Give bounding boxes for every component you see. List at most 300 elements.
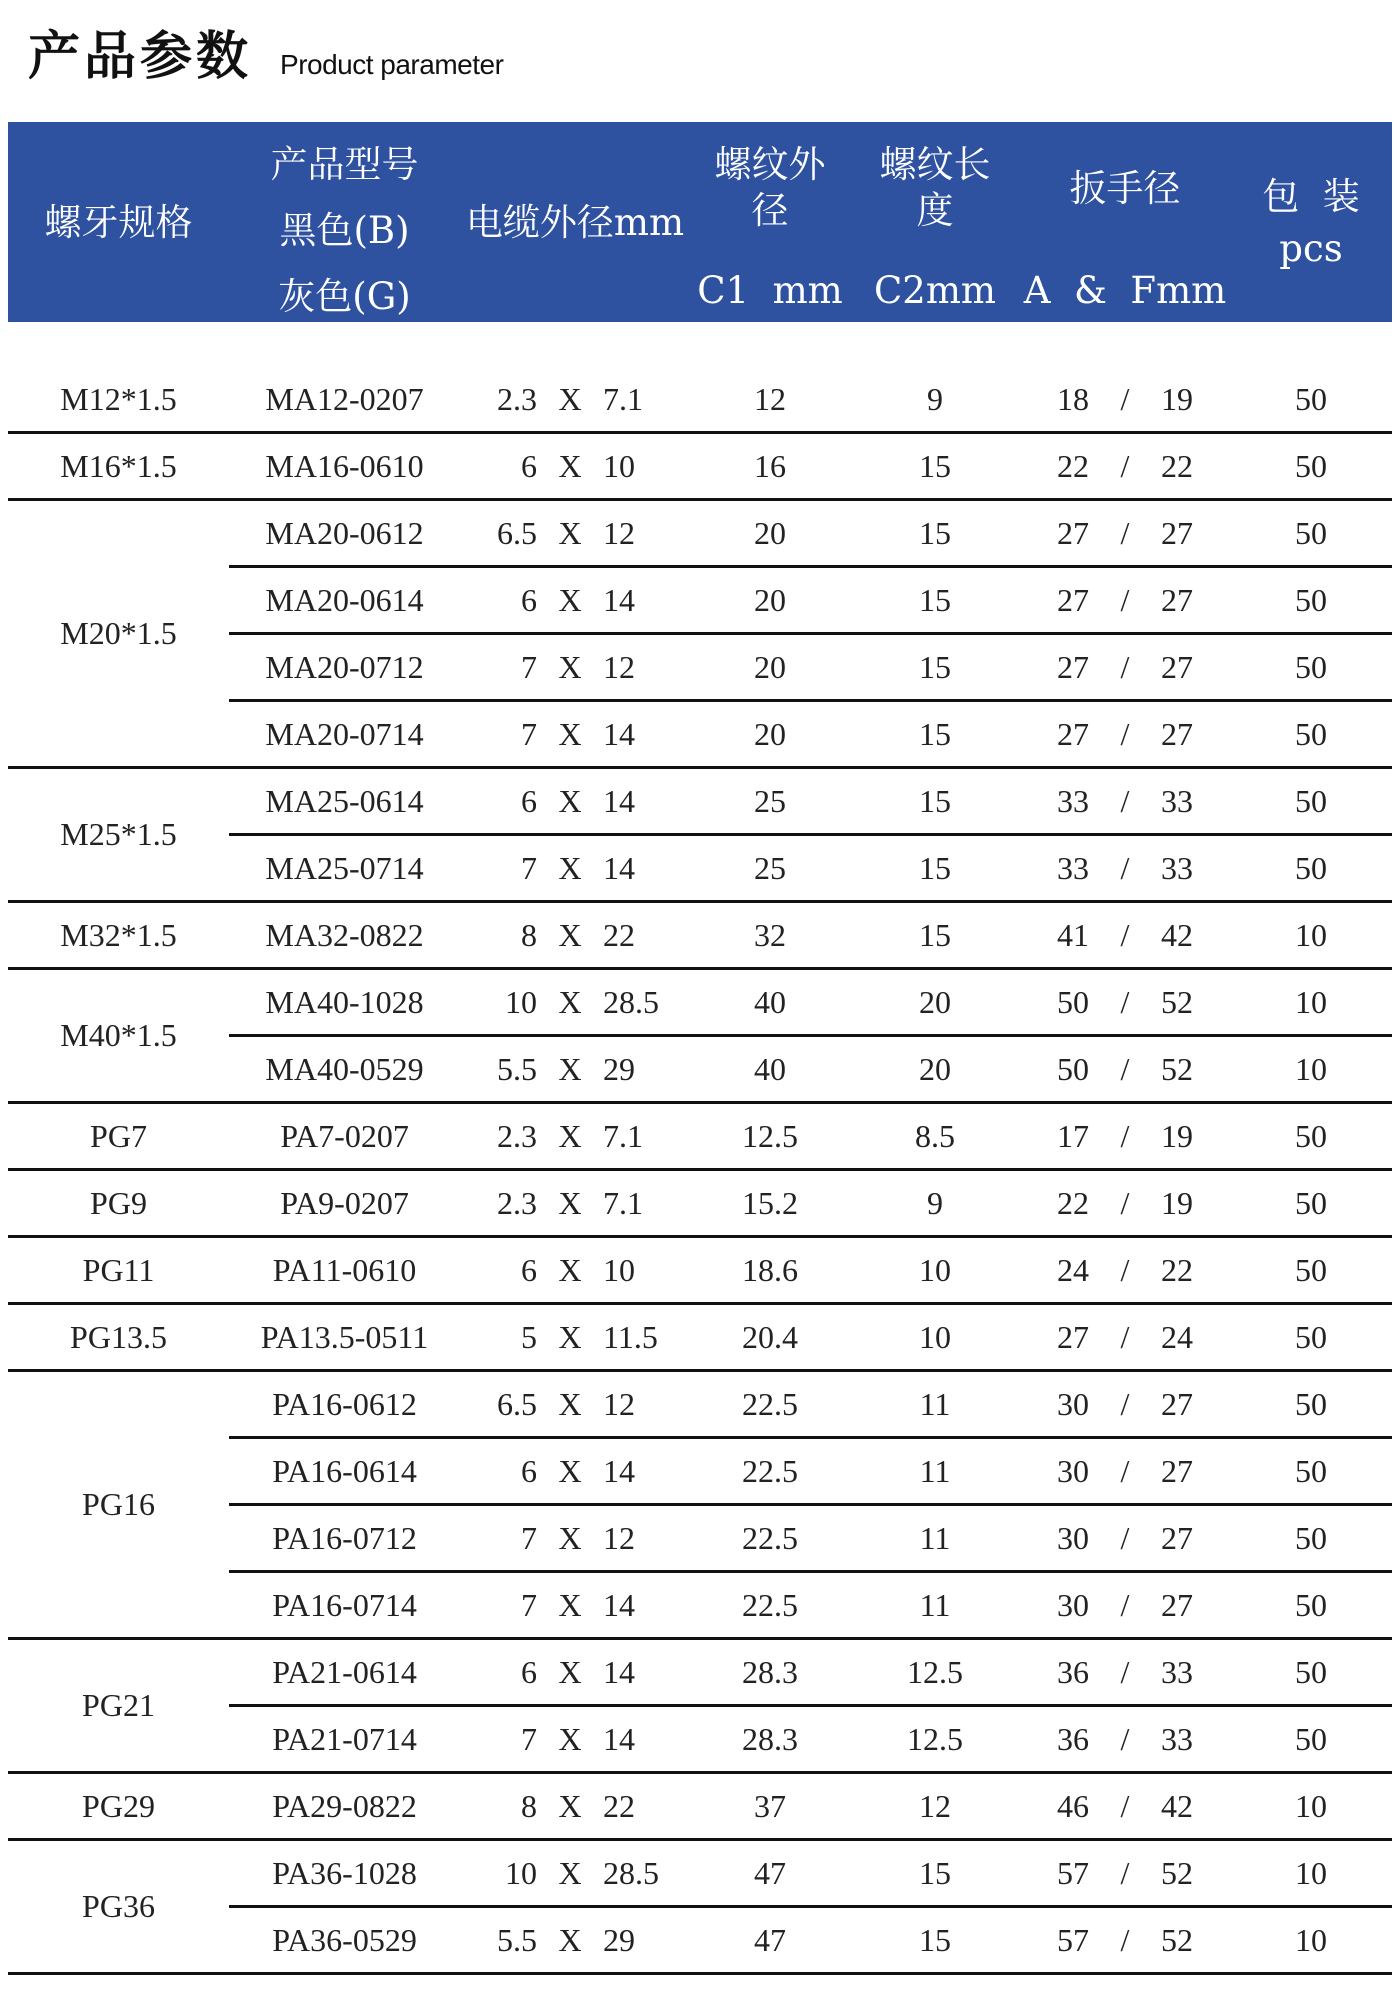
wrench-pair — [1020, 515, 1230, 552]
model-number: MA12-0207 — [229, 367, 460, 433]
package-qty: 50 — [1230, 634, 1392, 701]
wrench-f: 52 — [1161, 983, 1193, 1020]
cable-separator: X — [558, 514, 582, 551]
wrench-pair — [1020, 1252, 1230, 1289]
wrench-pair — [1020, 1654, 1230, 1691]
wrench-a: 30 — [1057, 1452, 1089, 1489]
table-row — [8, 367, 1392, 433]
thread-length: 11 — [850, 1438, 1020, 1505]
wrench-f: 33 — [1161, 782, 1193, 819]
cable-separator: X — [558, 1787, 582, 1824]
wrench-f: 22 — [1161, 1251, 1193, 1288]
thread-length: 15 — [850, 634, 1020, 701]
cable-max: 14 — [603, 1720, 635, 1757]
wrench-separator: / — [1120, 1720, 1130, 1757]
thread-length: 11 — [850, 1371, 1020, 1438]
cable-separator: X — [558, 1586, 582, 1623]
cable-separator: X — [558, 1854, 582, 1891]
wrench-pair — [1020, 716, 1230, 753]
thread-outer-diameter: 40 — [690, 969, 850, 1036]
thread-length: 15 — [850, 835, 1020, 902]
cable-min: 7 — [521, 1720, 537, 1757]
cable-separator: X — [558, 715, 582, 752]
thread-spec: PG13.5 — [8, 1304, 229, 1371]
wrench-f: 27 — [1161, 1519, 1193, 1556]
wrench-f: 27 — [1161, 1452, 1193, 1489]
wrench-pair — [1020, 448, 1230, 485]
wrench-size — [1020, 500, 1230, 567]
wrench-a: 50 — [1057, 983, 1089, 1020]
wrench-separator: / — [1120, 1921, 1130, 1958]
wrench-pair — [1020, 850, 1230, 887]
model-number: PA29-0822 — [229, 1773, 460, 1840]
wrench-f: 52 — [1161, 1921, 1193, 1958]
cable-separator: X — [558, 1519, 582, 1556]
cable-max: 14 — [603, 1653, 635, 1690]
cable-min: 7 — [521, 1519, 537, 1556]
model-number: PA16-0614 — [229, 1438, 460, 1505]
thread-spec: PG9 — [8, 1170, 229, 1237]
cable-max: 12 — [603, 514, 635, 551]
wrench-f: 19 — [1161, 380, 1193, 417]
thread-outer-diameter: 20 — [690, 500, 850, 567]
header-c1-line1: 螺纹外 — [714, 143, 826, 186]
header-c1 — [690, 142, 850, 235]
thread-length: 11 — [850, 1505, 1020, 1572]
model-number: PA13.5-0511 — [229, 1304, 460, 1371]
thread-length: 15 — [850, 768, 1020, 835]
thread-length: 11 — [850, 1572, 1020, 1639]
cable-max: 29 — [603, 1921, 635, 1958]
cable-diameter — [460, 1706, 690, 1773]
cable-diameter — [460, 768, 690, 835]
model-number: PA11-0610 — [229, 1237, 460, 1304]
wrench-f: 27 — [1161, 648, 1193, 685]
wrench-pair — [1020, 917, 1230, 954]
cable-range — [460, 1788, 690, 1825]
cable-min: 6 — [521, 447, 537, 484]
table-row — [8, 1371, 1392, 1438]
header-c2-line2: 度 — [916, 189, 954, 233]
model-number: MA25-0614 — [229, 768, 460, 835]
cable-range — [460, 1185, 690, 1222]
wrench-a: 33 — [1057, 849, 1089, 886]
cable-range — [460, 716, 690, 753]
thread-outer-diameter: 12 — [690, 367, 850, 433]
wrench-a: 33 — [1057, 782, 1089, 819]
thread-spec: M32*1.5 — [8, 902, 229, 969]
package-qty: 50 — [1230, 835, 1392, 902]
model-number: MA20-0714 — [229, 701, 460, 768]
thread-length: 15 — [850, 500, 1020, 567]
cable-range — [460, 1453, 690, 1490]
thread-outer-diameter: 22.5 — [690, 1371, 850, 1438]
cable-max: 12 — [603, 1519, 635, 1556]
table-row — [8, 1304, 1392, 1371]
cable-separator: X — [558, 983, 582, 1020]
table-row — [8, 433, 1392, 500]
wrench-pair — [1020, 1922, 1230, 1959]
wrench-a: 17 — [1057, 1117, 1089, 1154]
wrench-pair — [1020, 381, 1230, 418]
thread-length: 20 — [850, 1036, 1020, 1103]
cable-max: 14 — [603, 782, 635, 819]
cable-max: 28.5 — [603, 1854, 659, 1891]
cable-separator: X — [558, 1251, 582, 1288]
thread-spec: PG36 — [8, 1840, 229, 1974]
thread-outer-diameter: 40 — [690, 1036, 850, 1103]
wrench-pair — [1020, 1319, 1230, 1356]
wrench-a: 46 — [1057, 1787, 1089, 1824]
wrench-size — [1020, 367, 1230, 433]
wrench-f: 52 — [1161, 1050, 1193, 1087]
package-qty: 50 — [1230, 1103, 1392, 1170]
thread-length: 10 — [850, 1304, 1020, 1371]
model-number: MA16-0610 — [229, 433, 460, 500]
wrench-separator: / — [1120, 1519, 1130, 1556]
table-row — [8, 1170, 1392, 1237]
wrench-separator: / — [1120, 1117, 1130, 1154]
cable-range — [460, 1654, 690, 1691]
cable-min: 6.5 — [497, 514, 537, 551]
header-model-line: 产品型号 — [270, 143, 419, 186]
package-qty: 50 — [1230, 1304, 1392, 1371]
cable-min: 10 — [505, 983, 537, 1020]
cable-separator: X — [558, 1385, 582, 1422]
wrench-a: 41 — [1057, 916, 1089, 953]
model-number: MA40-0529 — [229, 1036, 460, 1103]
wrench-a: 36 — [1057, 1720, 1089, 1757]
header-wrench: 扳手径 — [1069, 167, 1181, 210]
page-title — [28, 14, 503, 89]
cable-min: 6 — [521, 1251, 537, 1288]
cable-range — [460, 1520, 690, 1557]
header-model-gray: 灰色(G) — [278, 275, 411, 318]
header-c2 — [850, 142, 1020, 235]
header-model-black: 黑色(B) — [279, 209, 410, 252]
cable-min: 2.3 — [497, 1117, 537, 1154]
cable-separator: X — [558, 782, 582, 819]
cable-max: 14 — [603, 1452, 635, 1489]
wrench-a: 50 — [1057, 1050, 1089, 1087]
wrench-pair — [1020, 984, 1230, 1021]
cable-diameter — [460, 1103, 690, 1170]
model-number: MA20-0612 — [229, 500, 460, 567]
thread-spec: PG11 — [8, 1237, 229, 1304]
model-number: MA20-0614 — [229, 567, 460, 634]
cable-min: 7 — [521, 1586, 537, 1623]
cable-diameter — [460, 1304, 690, 1371]
package-qty: 10 — [1230, 1907, 1392, 1974]
wrench-separator: / — [1120, 1050, 1130, 1087]
wrench-size — [1020, 1304, 1230, 1371]
cable-range — [460, 1922, 690, 1959]
wrench-separator: / — [1120, 1452, 1130, 1489]
cable-range — [460, 984, 690, 1021]
wrench-a: 57 — [1057, 1921, 1089, 1958]
wrench-pair — [1020, 1453, 1230, 1490]
model-number: MA25-0714 — [229, 835, 460, 902]
cable-separator: X — [558, 1117, 582, 1154]
package-qty: 50 — [1230, 1639, 1392, 1706]
header-pack-unit: pcs — [1279, 227, 1343, 270]
cable-range — [460, 1721, 690, 1758]
wrench-a: 30 — [1057, 1385, 1089, 1422]
cable-diameter — [460, 1572, 690, 1639]
cable-range — [460, 850, 690, 887]
thread-length: 10 — [850, 1237, 1020, 1304]
thread-spec: PG21 — [8, 1639, 229, 1773]
cable-range — [460, 783, 690, 820]
table-row — [8, 768, 1392, 835]
thread-outer-diameter: 28.3 — [690, 1706, 850, 1773]
cable-max: 12 — [603, 648, 635, 685]
cable-separator: X — [558, 1452, 582, 1489]
wrench-f: 42 — [1161, 1787, 1193, 1824]
package-qty: 50 — [1230, 367, 1392, 433]
wrench-f: 33 — [1161, 849, 1193, 886]
cable-max: 22 — [603, 916, 635, 953]
header-spec: 螺牙规格 — [44, 201, 193, 244]
cable-separator: X — [558, 447, 582, 484]
cable-diameter — [460, 1639, 690, 1706]
thread-outer-diameter: 20.4 — [690, 1304, 850, 1371]
wrench-size — [1020, 1773, 1230, 1840]
cable-max: 14 — [603, 715, 635, 752]
wrench-f: 27 — [1161, 581, 1193, 618]
wrench-a: 27 — [1057, 715, 1089, 752]
wrench-f: 33 — [1161, 1653, 1193, 1690]
wrench-size — [1020, 902, 1230, 969]
cable-max: 7.1 — [603, 1184, 643, 1221]
thread-length: 15 — [850, 1840, 1020, 1907]
wrench-a: 27 — [1057, 648, 1089, 685]
model-number: MA40-1028 — [229, 969, 460, 1036]
cable-min: 6 — [521, 581, 537, 618]
title-zh: 产品参数 — [28, 27, 253, 87]
wrench-a: 27 — [1057, 514, 1089, 551]
package-qty: 50 — [1230, 1706, 1392, 1773]
cable-range — [460, 1319, 690, 1356]
cable-min: 8 — [521, 916, 537, 953]
table-row — [8, 1639, 1392, 1706]
wrench-a: 22 — [1057, 1184, 1089, 1221]
wrench-size — [1020, 567, 1230, 634]
thread-outer-diameter: 20 — [690, 701, 850, 768]
wrench-separator: / — [1120, 849, 1130, 886]
cable-diameter — [460, 1438, 690, 1505]
wrench-separator: / — [1120, 983, 1130, 1020]
model-number: PA16-0712 — [229, 1505, 460, 1572]
wrench-a: 18 — [1057, 380, 1089, 417]
cable-min: 7 — [521, 715, 537, 752]
cable-max: 14 — [603, 581, 635, 618]
cable-range — [460, 515, 690, 552]
thread-spec: PG16 — [8, 1371, 229, 1639]
wrench-separator: / — [1120, 514, 1130, 551]
cable-max: 22 — [603, 1787, 635, 1824]
package-qty: 50 — [1230, 1237, 1392, 1304]
cable-max: 14 — [603, 1586, 635, 1623]
cable-min: 6 — [521, 1653, 537, 1690]
cable-max: 12 — [603, 1385, 635, 1422]
thread-outer-diameter: 47 — [690, 1907, 850, 1974]
wrench-separator: / — [1120, 1854, 1130, 1891]
wrench-separator: / — [1120, 916, 1130, 953]
thread-length: 12 — [850, 1773, 1020, 1840]
cable-separator: X — [558, 1318, 582, 1355]
product-table — [8, 367, 1392, 1975]
cable-range — [460, 1386, 690, 1423]
model-number: PA36-1028 — [229, 1840, 460, 1907]
cable-diameter — [460, 634, 690, 701]
wrench-f: 33 — [1161, 1720, 1193, 1757]
cable-min: 10 — [505, 1854, 537, 1891]
wrench-separator: / — [1120, 1184, 1130, 1221]
wrench-separator: / — [1120, 1385, 1130, 1422]
package-qty: 50 — [1230, 433, 1392, 500]
cable-separator: X — [558, 1720, 582, 1757]
cable-separator: X — [558, 849, 582, 886]
cable-range — [460, 448, 690, 485]
cable-separator: X — [558, 916, 582, 953]
thread-outer-diameter: 28.3 — [690, 1639, 850, 1706]
wrench-size — [1020, 1639, 1230, 1706]
title-en: Product parameter — [280, 49, 504, 80]
wrench-f: 22 — [1161, 447, 1193, 484]
model-number: PA21-0714 — [229, 1706, 460, 1773]
thread-outer-diameter: 22.5 — [690, 1572, 850, 1639]
cable-min: 6.5 — [497, 1385, 537, 1422]
thread-outer-diameter: 20 — [690, 567, 850, 634]
wrench-f: 19 — [1161, 1117, 1193, 1154]
cable-max: 7.1 — [603, 380, 643, 417]
wrench-separator: / — [1120, 380, 1130, 417]
package-qty: 50 — [1230, 1438, 1392, 1505]
wrench-size — [1020, 701, 1230, 768]
wrench-pair — [1020, 1587, 1230, 1624]
cable-min: 7 — [521, 849, 537, 886]
wrench-f: 19 — [1161, 1184, 1193, 1221]
wrench-a: 30 — [1057, 1519, 1089, 1556]
wrench-pair — [1020, 1721, 1230, 1758]
header-wrench-unit: A & Fmm — [1023, 269, 1227, 312]
wrench-f: 27 — [1161, 1385, 1193, 1422]
wrench-size — [1020, 1505, 1230, 1572]
table-row — [8, 1840, 1392, 1907]
package-qty: 10 — [1230, 1840, 1392, 1907]
thread-length: 15 — [850, 433, 1020, 500]
wrench-f: 52 — [1161, 1854, 1193, 1891]
package-qty: 50 — [1230, 701, 1392, 768]
table-row — [8, 1237, 1392, 1304]
cable-separator: X — [558, 1050, 582, 1087]
cable-min: 5.5 — [497, 1050, 537, 1087]
wrench-separator: / — [1120, 648, 1130, 685]
thread-outer-diameter: 20 — [690, 634, 850, 701]
wrench-a: 22 — [1057, 447, 1089, 484]
wrench-pair — [1020, 1185, 1230, 1222]
thread-length: 12.5 — [850, 1639, 1020, 1706]
package-qty: 50 — [1230, 1572, 1392, 1639]
cable-range — [460, 582, 690, 619]
cable-range — [460, 1252, 690, 1289]
thread-outer-diameter: 47 — [690, 1840, 850, 1907]
cable-min: 2.3 — [497, 380, 537, 417]
package-qty: 10 — [1230, 1773, 1392, 1840]
table-header — [8, 122, 1392, 322]
cable-separator: X — [558, 1653, 582, 1690]
wrench-pair — [1020, 1386, 1230, 1423]
thread-length: 15 — [850, 567, 1020, 634]
thread-length: 9 — [850, 367, 1020, 433]
table-row — [8, 969, 1392, 1036]
thread-outer-diameter: 15.2 — [690, 1170, 850, 1237]
model-number: PA7-0207 — [229, 1103, 460, 1170]
header-c1-line2: 径 — [751, 189, 789, 233]
cable-diameter — [460, 1036, 690, 1103]
cable-diameter — [460, 701, 690, 768]
cable-diameter — [460, 567, 690, 634]
thread-outer-diameter: 25 — [690, 835, 850, 902]
thread-length: 15 — [850, 902, 1020, 969]
wrench-pair — [1020, 582, 1230, 619]
cable-range — [460, 381, 690, 418]
wrench-separator: / — [1120, 715, 1130, 752]
wrench-f: 27 — [1161, 514, 1193, 551]
wrench-a: 30 — [1057, 1586, 1089, 1623]
package-qty: 50 — [1230, 1371, 1392, 1438]
cable-max: 14 — [603, 849, 635, 886]
wrench-size — [1020, 768, 1230, 835]
thread-outer-diameter: 37 — [690, 1773, 850, 1840]
cable-min: 6 — [521, 1452, 537, 1489]
wrench-size — [1020, 1237, 1230, 1304]
header-pack: 包 装 — [1262, 175, 1360, 218]
package-qty: 50 — [1230, 567, 1392, 634]
wrench-size — [1020, 1036, 1230, 1103]
wrench-size — [1020, 1840, 1230, 1907]
wrench-a: 57 — [1057, 1854, 1089, 1891]
model-number: MA20-0712 — [229, 634, 460, 701]
header-c1-unit: C1 mm — [697, 269, 843, 312]
thread-length: 15 — [850, 701, 1020, 768]
model-number: PA36-0529 — [229, 1907, 460, 1974]
model-number: PA9-0207 — [229, 1170, 460, 1237]
cable-min: 5.5 — [497, 1921, 537, 1958]
cable-max: 10 — [603, 447, 635, 484]
wrench-pair — [1020, 1051, 1230, 1088]
wrench-size — [1020, 1572, 1230, 1639]
wrench-size — [1020, 1371, 1230, 1438]
thread-spec: M16*1.5 — [8, 433, 229, 500]
wrench-size — [1020, 1103, 1230, 1170]
thread-outer-diameter: 32 — [690, 902, 850, 969]
model-number: PA16-0612 — [229, 1371, 460, 1438]
thread-spec: M25*1.5 — [8, 768, 229, 902]
cable-diameter — [460, 367, 690, 433]
thread-spec: M40*1.5 — [8, 969, 229, 1103]
wrench-pair — [1020, 783, 1230, 820]
wrench-separator: / — [1120, 1251, 1130, 1288]
cable-min: 2.3 — [497, 1184, 537, 1221]
wrench-f: 42 — [1161, 916, 1193, 953]
thread-outer-diameter: 22.5 — [690, 1505, 850, 1572]
wrench-separator: / — [1120, 1318, 1130, 1355]
wrench-f: 27 — [1161, 715, 1193, 752]
cable-separator: X — [558, 1921, 582, 1958]
thread-spec: PG7 — [8, 1103, 229, 1170]
